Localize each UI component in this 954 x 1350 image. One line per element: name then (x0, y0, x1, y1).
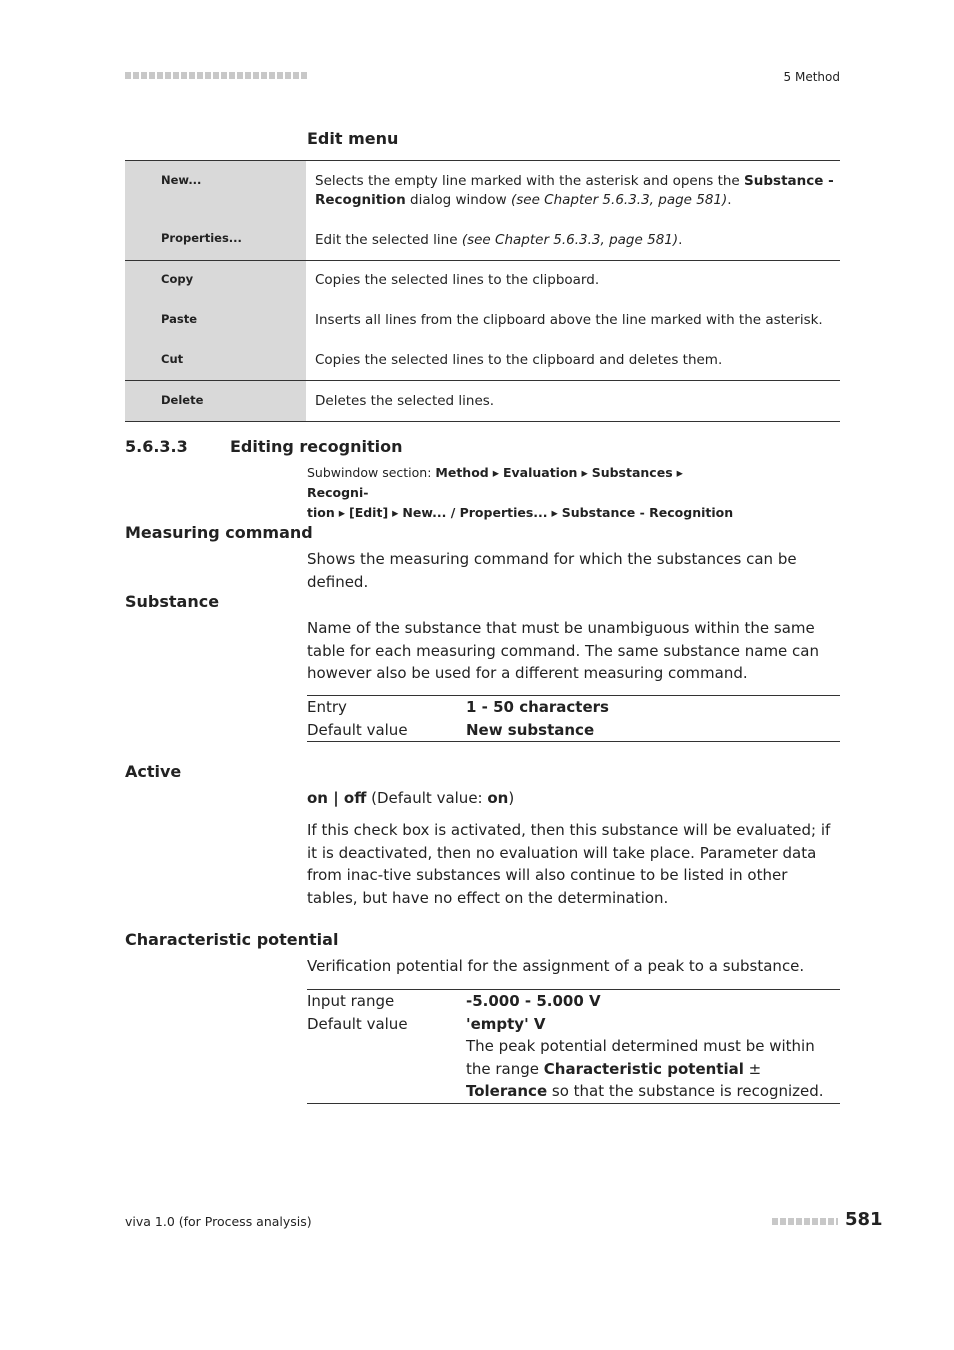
substance-heading: Substance (125, 592, 220, 611)
active-heading: Active (125, 762, 182, 781)
page-number: 581 (845, 1209, 883, 1230)
entry-label: Entry (307, 698, 347, 716)
tolerance-note: The peak potential determined must be within the range Characteristic potential ± Tolerance so that the substance is recognized. (466, 1037, 824, 1100)
measuring-command-text: Shows the measuring command for which the substances can be defined. (307, 550, 797, 591)
default-value: 'empty' V (466, 1014, 546, 1033)
characteristic-potential-params (307, 989, 840, 1104)
edit-menu-table (125, 160, 840, 422)
menu-item-paste: Paste (125, 301, 306, 341)
menu-item-cut: Cut (125, 341, 306, 381)
menu-item-properties: Properties... (125, 221, 306, 261)
subwindow-path: Subwindow section: Method ▸ Evaluation ▸ Substances ▸ Recogni- tion ▸ [Edit] ▸ New... / Properties... ▸ Substance - Recognition (307, 465, 734, 520)
default-label: Default value (307, 720, 408, 739)
default-value: New substance (466, 720, 595, 739)
measuring-command-heading: Measuring command (125, 523, 313, 542)
menu-desc-cut: Copies the selected lines to the clipboard and deletes them. (315, 351, 723, 368)
menu-desc-properties: Edit the selected line (see Chapter 5.6.3.3, page 581). (315, 231, 683, 248)
section-title: Editing recognition (230, 437, 403, 456)
edit-menu-title: Edit menu (307, 129, 399, 148)
header-decoration (125, 72, 307, 79)
input-range-label: Input range (307, 992, 395, 1010)
substance-params (307, 695, 840, 742)
footer-decoration (772, 1218, 838, 1225)
substance-text: Name of the substance that must be unambiguous within the same table for each measuring command. The same substance name can however also be used for a different measuring command. (307, 619, 819, 682)
menu-item-delete: Delete (125, 381, 306, 422)
menu-item-copy: Copy (125, 261, 306, 301)
default-label: Default value (307, 1014, 408, 1033)
menu-desc-delete: Deletes the selected lines. (315, 393, 495, 409)
characteristic-potential-text: Verification potential for the assignment of a peak to a substance. (307, 957, 805, 975)
entry-value: 1 - 50 characters (466, 698, 609, 716)
characteristic-potential-heading: Characteristic potential (125, 930, 339, 949)
input-range-value: -5.000 - 5.000 V (466, 992, 601, 1010)
footer-product: viva 1.0 (for Process analysis) (125, 1214, 312, 1229)
chapter-header: 5 Method (783, 70, 840, 84)
active-text: If this check box is activated, then this substance will be evaluated; if it is deactivated, then no evaluation will take place. Parameter data from inac-tive substances will also continue to be listed in other tables, but have no effect on the determination. (307, 821, 831, 907)
menu-desc-paste: Inserts all lines from the clipboard above the line marked with the asterisk. (315, 311, 823, 328)
section-number: 5.6.3.3 (125, 437, 188, 456)
active-options: on | off (Default value: on) (307, 789, 515, 807)
menu-desc-new: Selects the empty line marked with the asterisk and opens the Substance - Recognition dialog window (see Chapter 5.6.3.3, page 581). (315, 173, 834, 208)
menu-desc-copy: Copies the selected lines to the clipboard. (315, 272, 600, 288)
menu-item-new: New... (125, 161, 306, 221)
